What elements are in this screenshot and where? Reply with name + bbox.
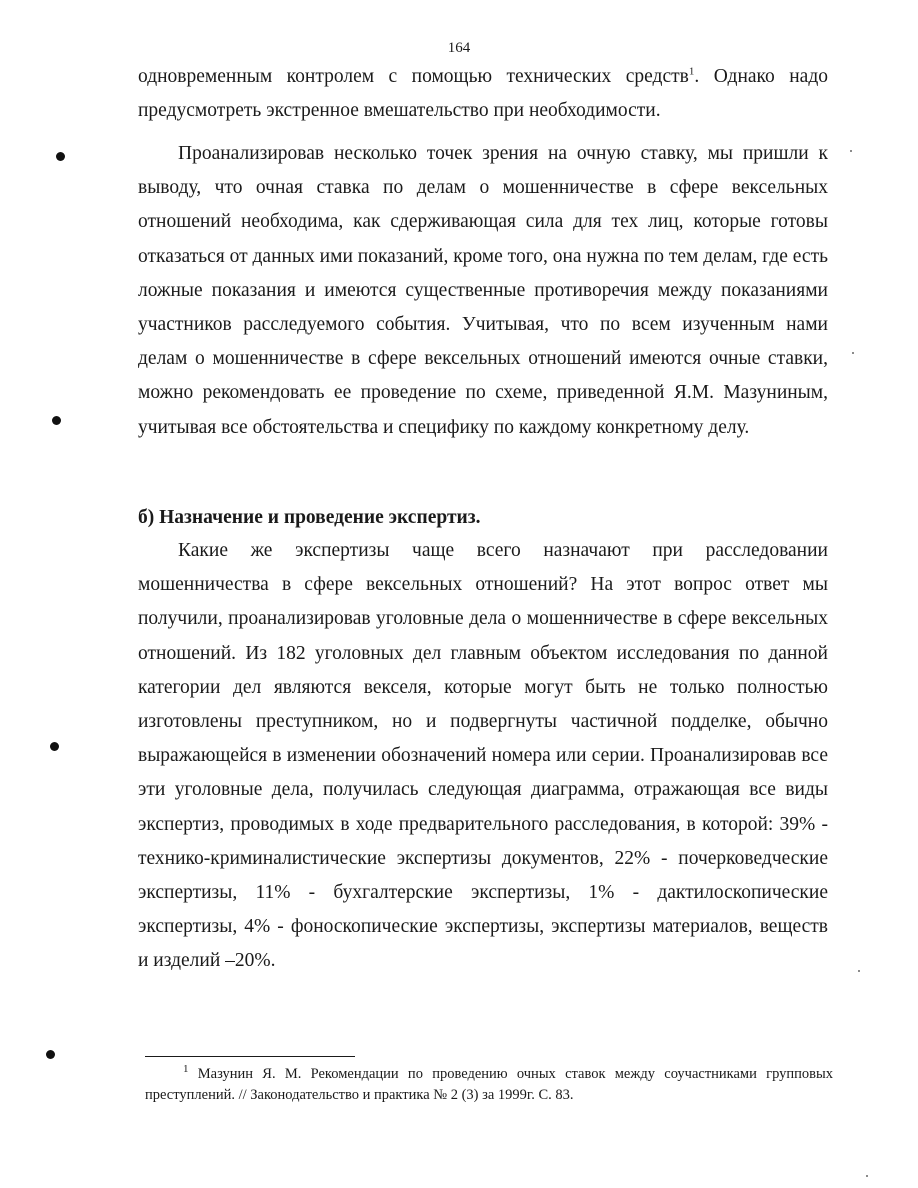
punch-hole-mark [50,742,59,751]
footnote-divider [145,1056,355,1057]
punch-hole-mark [52,416,61,425]
paragraph-confrontation [138,137,828,445]
scan-speck [858,970,860,972]
paragraph-text: . Однако надо предусмотреть экстренное вмешательство при необходимости. [138,66,828,122]
scan-speck [850,150,852,152]
footnote-marker: 1 [183,1063,189,1076]
page-number: 164 [447,40,471,56]
paragraph-expertise [138,534,828,979]
footnote-text: Мазунин Я. М. Рекомендации по проведению очных ставок между соучастниками групповых преступлений. // Законодательство и практика № 2 (3) за 1999г. С. 83. [145,1066,833,1103]
scan-speck [866,1175,868,1177]
paragraph-text: одновременным контролем с помощью технических средств [138,66,689,87]
paragraph-text: Проанализировав несколько точек зрения на очную ставку, мы пришли к выводу, что очная ставка по делам о мошенничестве в сфере вексельных отношений необходима, как сдерживающая сила для тех лиц, которые готовы отказаться от данных ими показаний, кроме того, она нужна по тем делам, где есть ложные показания и имеются существенные противоречия между показаниями участников расследуемого события. Учитывая, что по всем изученным нами делам о мошенничестве в сфере вексельных отношений имеются очные ставки, можно рекомендовать ее проведение по схеме, приведенной Я.М. Мазуниным, учитывая все обстоятельства и специфику по каждому конкретному делу. [138,143,828,438]
section-heading: б) Назначение и проведение экспертиз. [138,507,481,528]
footnote [145,1064,833,1106]
punch-hole-mark [46,1050,55,1059]
footnote-reference: 1 [688,65,695,78]
paragraph-text: Какие же экспертизы чаще всего назначают при расследовании мошенничества в сфере вексельных отношений? На этот вопрос ответ мы получили, проанализировав уголовные дела о мошенничестве в сфере вексельных отношений. Из 182 уголовных дел главным объектом исследования по данной категории дел являются векселя, которые могут быть не только полностью изготовлены преступником, но и подвергнуты частичной подделке, обычно выражающейся в изменении обозначений номера или серии. Проанализировав все эти уголовные дела, получилась следующая диаграмма, отражающая все виды экспертиз, проводимых в ходе предварительного расследования, в которой: 39% - технико-криминалистические экспертизы документов, 22% - почерковедческие экспертизы, 11% - бухгалтерские экспертизы, 1% - дактилоскопические экспертизы, 4% - фоноскопические экспертизы, экспертизы материалов, веществ и изделий –20%. [138,540,828,972]
punch-hole-mark [56,152,65,161]
scan-speck [852,352,854,354]
paragraph-continuation [138,60,828,128]
